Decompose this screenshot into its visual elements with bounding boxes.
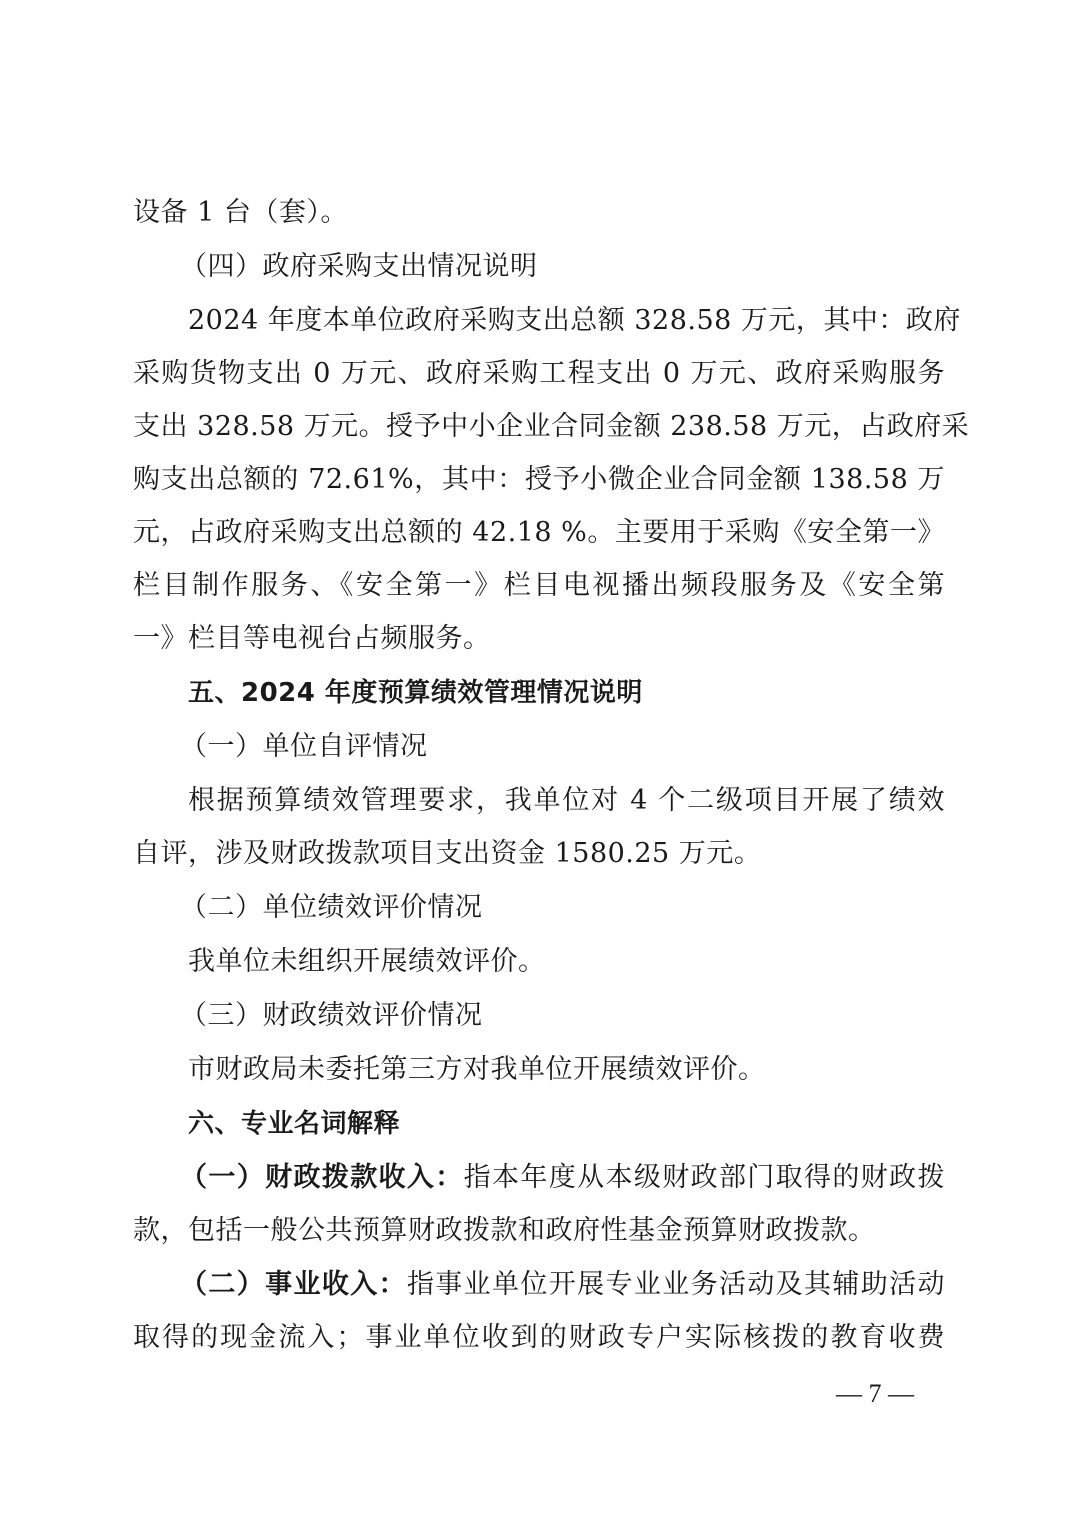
page-number: — 7 — <box>836 1379 914 1408</box>
subsection-heading-self-evaluation: （一）单位自评情况 <box>180 731 428 762</box>
paragraph-line: 自评，涉及财政拨款项目支出资金 1580.25 万元。 <box>133 838 762 869</box>
paragraph-line: 我单位未组织开展绩效评价。 <box>188 946 546 977</box>
subsection-heading-unit-evaluation: （二）单位绩效评价情况 <box>180 892 483 923</box>
paragraph-line: 设备 1 台（套）。 <box>133 197 348 228</box>
paragraph-line: 2024 年度本单位政府采购支出总额 328.58 万元，其中：政府 <box>188 305 961 336</box>
term-definition-line <box>180 1161 945 1195</box>
paragraph-line: 市财政局未委托第三方对我单位开展绩效评价。 <box>188 1054 766 1085</box>
section-heading-government-procurement: （四）政府采购支出情况说明 <box>180 251 538 282</box>
paragraph-line: 栏目制作服务、《安全第一》栏目电视播出频段服务及《安全第 <box>133 570 945 601</box>
paragraph-line: 购支出总额的 72.61%，其中：授予小微企业合同金额 138.58 万 <box>133 464 945 495</box>
term-definition: 指事业单位开展专业业务活动及其辅助活动 <box>406 1269 946 1300</box>
paragraph-line: 支出 328.58 万元。授予中小企业合同金额 238.58 万元，占政府采 <box>133 411 970 442</box>
paragraph-line: 元，占政府采购支出总额的 42.18 %。主要用于采购《安全第一》 <box>133 517 945 548</box>
term-definition: 指本年度从本级财政部门取得的财政拨 <box>463 1162 946 1193</box>
term-name: （一）财政拨款收入： <box>180 1162 464 1193</box>
paragraph-line: 款，包括一般公共预算财政拨款和政府性基金预算财政拨款。 <box>133 1215 876 1246</box>
subsection-heading-fiscal-evaluation: （三）财政绩效评价情况 <box>180 1000 483 1031</box>
paragraph-line: 取得的现金流入；事业单位收到的财政专户实际核拨的教育收费 <box>133 1322 945 1353</box>
paragraph-line: 一》栏目等电视台占频服务。 <box>133 623 491 654</box>
section-heading-terminology: 六、专业名词解释 <box>188 1109 401 1139</box>
term-definition-line <box>180 1268 945 1302</box>
paragraph-line: 根据预算绩效管理要求，我单位对 4 个二级项目开展了绩效 <box>188 785 945 816</box>
term-name: （二）事业收入： <box>180 1269 407 1300</box>
section-heading-performance-management: 五、2024 年度预算绩效管理情况说明 <box>188 678 643 708</box>
paragraph-line: 采购货物支出 0 万元、政府采购工程支出 0 万元、政府采购服务 <box>133 358 945 389</box>
